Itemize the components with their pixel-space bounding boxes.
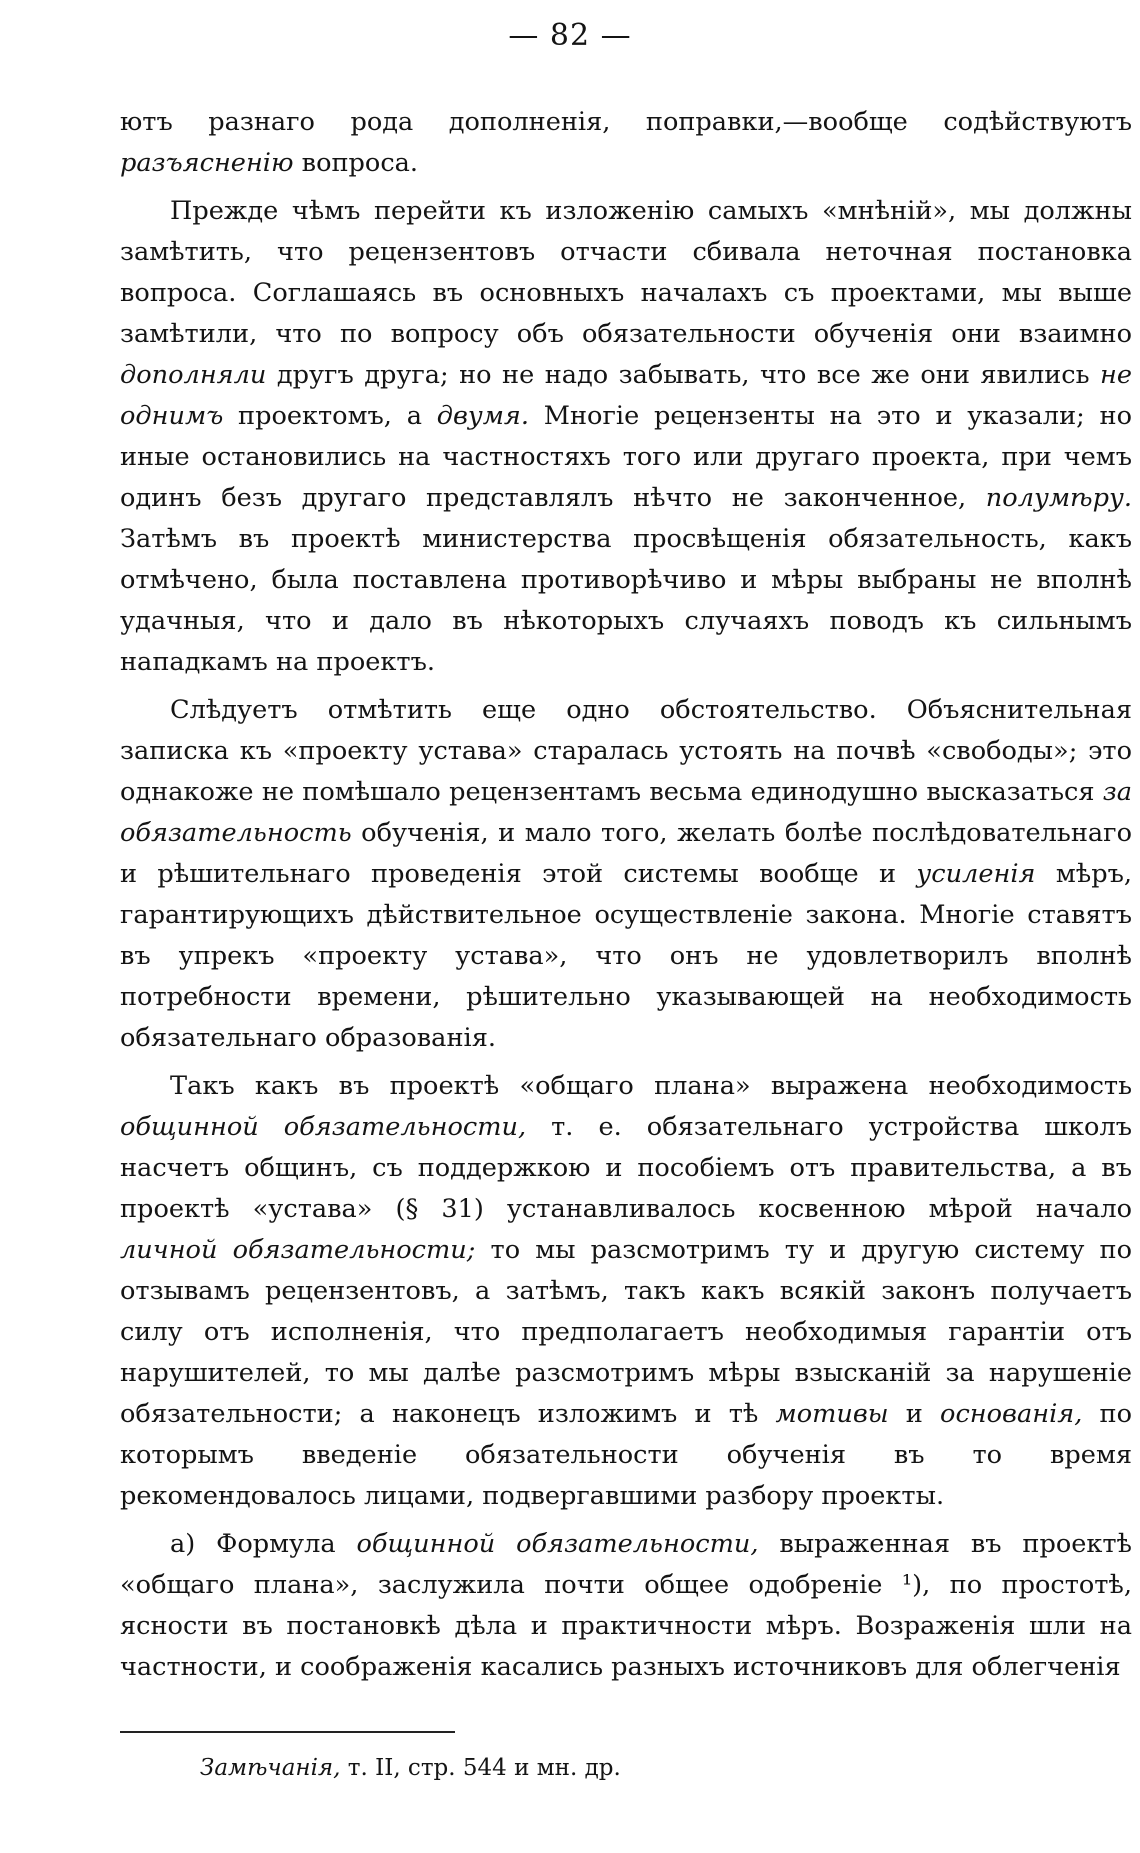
text-run: то мы разсмотримъ ту и другую систему по отзывамъ рецензентовъ, а затѣмъ, такъ какъ всякій законъ получаетъ силу отъ исполненія, что предполагаетъ необходимыя гарантіи отъ нарушителей, то мы далѣе разсмотримъ мѣры взысканій за нарушеніе обязательности; а наконецъ изложимъ и тѣ (120, 1235, 1133, 1429)
italic-text: основанія, (940, 1399, 1083, 1429)
italic-text: мотивы (775, 1399, 889, 1429)
footnote-divider (120, 1731, 455, 1733)
text-run: по которымъ введеніе обязательности обученія въ то время рекомендовалось лицами, подвергавшими разбору проекты. (120, 1399, 1132, 1511)
text-run: Затѣмъ въ проектѣ министерства просвѣщенія обязательность, какъ отмѣчено, была поставлена противорѣчиво и мѣры выбраны не вполнѣ удачныя, что и дало въ нѣкоторыхъ случаяхъ поводъ къ сильнымъ нападкамъ на проектъ. (120, 524, 1132, 677)
body-text (120, 102, 1132, 1688)
italic-text: полумѣру. (985, 483, 1132, 513)
text-run: Слѣдуетъ отмѣтить еще одно обстоятельство. Объяснительная записка къ «проекту устава» старалась устоять на почвѣ «свободы»; это однакоже не помѣшало рецензентамъ весьма единодушно высказаться (120, 695, 1132, 807)
text-run: другъ друга; но не надо забывать, что все же они явились (266, 360, 1100, 390)
text-run: а) Формула (170, 1529, 357, 1559)
page-number: — 82 — (508, 18, 632, 53)
paragraph (120, 1066, 1132, 1517)
text-run: ютъ разнаго рода дополненія, поправки,—вообще содѣйствуютъ (120, 107, 1132, 137)
text-run: выраженная въ проектѣ «общаго плана», заслужила почти общее одобреніе ¹), по простотѣ, ясности въ постановкѣ дѣла и практичности мѣръ. Возраженія шли на частности, и соображенія касались разныхъ источниковъ для облегченія (120, 1529, 1132, 1682)
italic-text: за обязательность (120, 777, 1132, 848)
italic-text: дополняли (120, 360, 267, 390)
text-run: обученія, и мало того, желать болѣе послѣдовательнаго и рѣшительнаго проведенія этой системы вообще и (120, 818, 1132, 889)
italic-text: общинной обязательности, (120, 1112, 527, 1142)
italic-text: не однимъ (120, 360, 1132, 431)
footnote-source: Замѣчанія, (200, 1755, 341, 1781)
italic-text: усиленія (916, 859, 1036, 889)
italic-text: двумя. (436, 401, 530, 431)
paragraph (120, 102, 1132, 184)
text-run: Прежде чѣмъ перейти къ изложенію самыхъ «мнѣній», мы должны замѣтить, что рецензентовъ отчасти сбивала неточная постановка вопроса. Соглашаясь въ основныхъ началахъ съ проектами, мы выше замѣтили, что по вопросу объ обязательности обученія они взаимно (120, 196, 1132, 349)
text-run: вопроса. (293, 148, 419, 178)
text-run: Многіе рецензенты на это и указали; но иные остановились на частностяхъ того или другаго проекта, при чемъ одинъ безъ другаго представлялъ нѣчто не законченное, (120, 401, 1132, 513)
text-run: и (888, 1399, 941, 1429)
text-run: проектомъ, а (223, 401, 437, 431)
italic-text: личной обязательности; (120, 1235, 476, 1265)
text-run: Такъ какъ въ проектѣ «общаго плана» выражена необходимость (170, 1071, 1132, 1101)
paragraph (120, 191, 1132, 683)
italic-text: разъясненію (120, 148, 294, 178)
paragraph (120, 1524, 1132, 1688)
footnote (200, 1752, 1100, 1784)
paragraph (120, 690, 1132, 1059)
footnote-reference: т. II, стр. 544 и мн. др. (340, 1755, 621, 1781)
italic-text: общинной обязательности, (356, 1529, 759, 1559)
text-run: т. е. обязательнаго устройства школъ насчетъ общинъ, съ поддержкою и пособіемъ отъ правительства, а въ проектѣ «устава» (§ 31) устанавливалось косвенною мѣрой начало (120, 1112, 1132, 1224)
text-run: мѣръ, гарантирующихъ дѣйствительное осуществленіе закона. Многіе ставятъ въ упрекъ «проекту устава», что онъ не удовлетворилъ вполнѣ потребности времени, рѣшительно указывающей на необходимость обязательнаго образованія. (120, 859, 1132, 1053)
